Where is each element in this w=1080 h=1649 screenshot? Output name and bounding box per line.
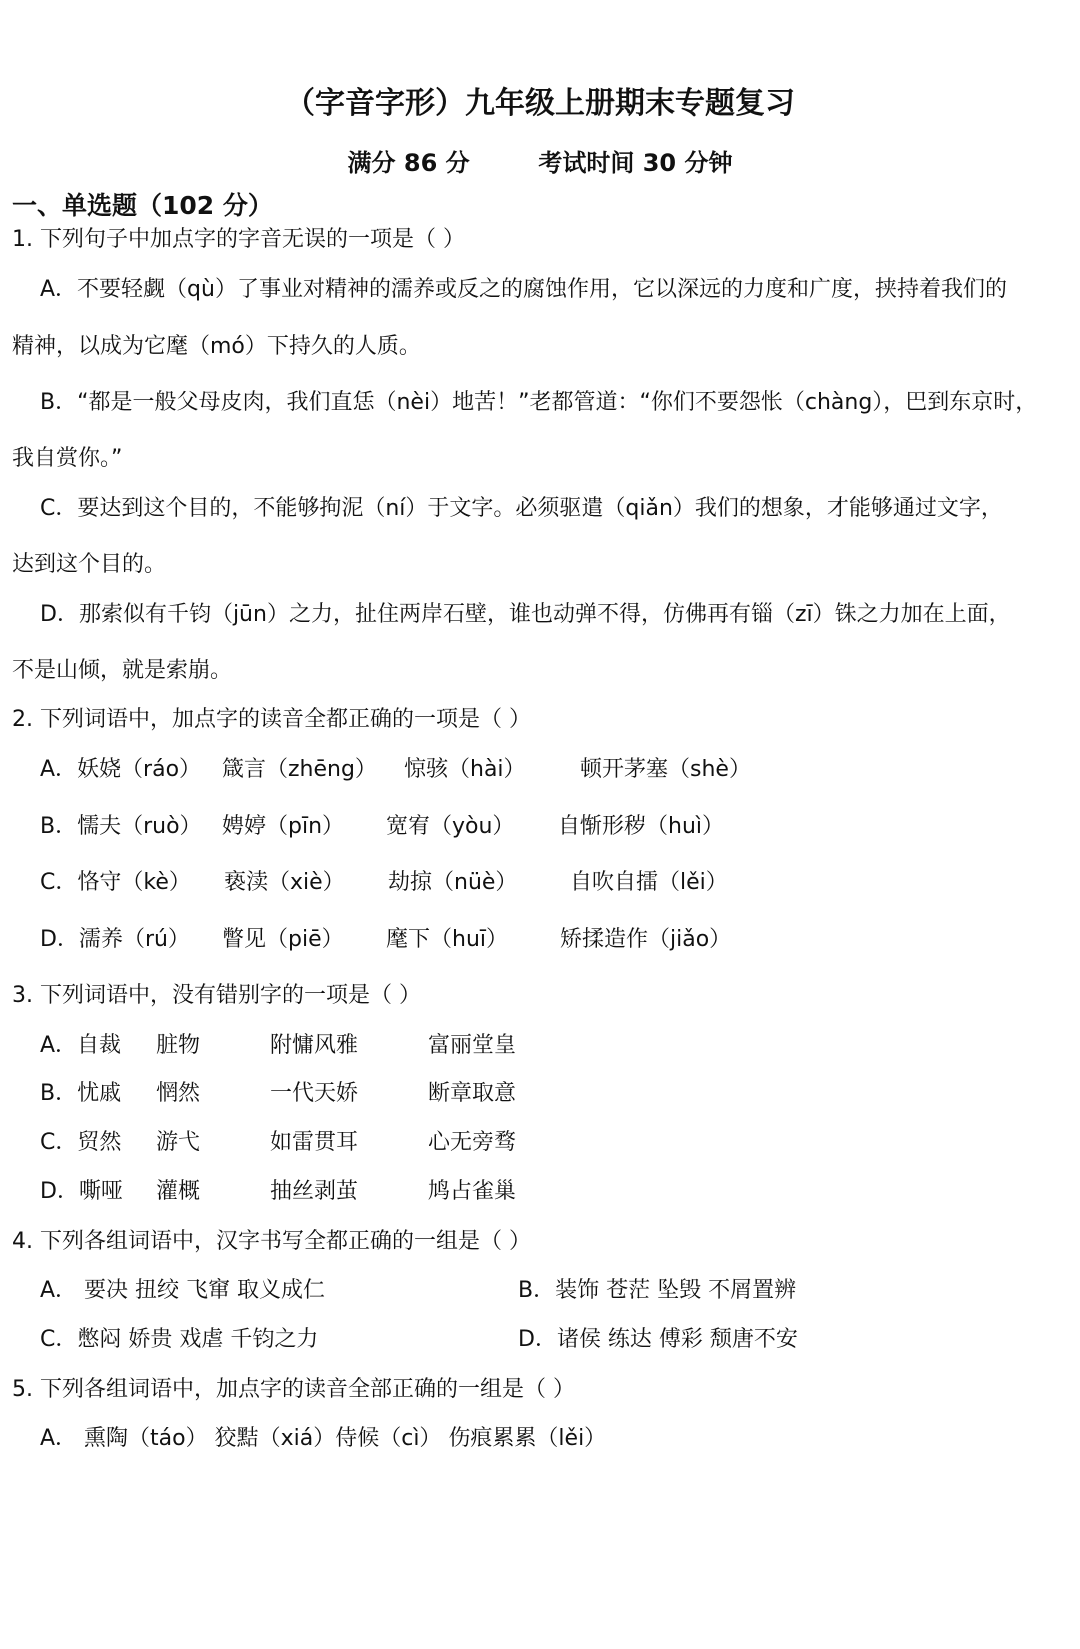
- q3-d-4: 鸠占雀巢: [428, 1179, 517, 1204]
- q1-option-b: B．“都是一般父母皮肉，我们直恁（nèi）地苦！”老都管道：“你们不要怨怅（chàng），巴到东京时，: [40, 390, 1038, 415]
- q3-c-1: C．贸然: [40, 1130, 122, 1155]
- q2-d-2: 瞥见（piē）: [222, 927, 344, 952]
- q1-option-c: C．要达到这个目的，不能够拘泥（ní）于文字。必须驱遣（qiǎn）我们的想象，才能够通过文字，: [40, 496, 1003, 521]
- exam-time: 考试时间 30 分钟: [538, 149, 733, 177]
- q1-option-a-cont: 精神，以成为它麾（mó）下持久的人质。: [12, 334, 421, 359]
- q4-option-a: A． 要决 扭绞 飞窜 取义成仁: [40, 1278, 326, 1303]
- q3-b-4: 断章取意: [428, 1081, 517, 1106]
- q2-a-1: A．妖娆（ráo）: [40, 757, 202, 782]
- full-score: 满分 86 分: [347, 149, 470, 177]
- question-1-stem: 1. 下列句子中加点字的字音无误的一项是（ ）: [12, 227, 465, 252]
- q2-d-3: 麾下（huī）: [386, 927, 508, 952]
- q1-option-b-cont: 我自赏你。”: [12, 446, 123, 471]
- q2-d-1: D．濡养（rú）: [40, 927, 190, 952]
- question-2-stem: 2. 下列词语中，加点字的读音全都正确的一项是（ ）: [12, 707, 531, 732]
- q3-c-4: 心无旁骛: [428, 1130, 517, 1155]
- q2-b-3: 宽宥（yòu）: [386, 814, 515, 839]
- q3-a-1: A．自裁: [40, 1033, 122, 1058]
- q2-c-3: 劫掠（nüè）: [388, 870, 518, 895]
- q3-b-2: 惘然: [156, 1081, 201, 1106]
- q2-c-4: 自吹自擂（lěi）: [570, 870, 728, 895]
- q2-b-2: 娉婷（pīn）: [222, 814, 345, 839]
- q2-a-2: 箴言（zhēng）: [222, 757, 377, 782]
- q2-a-3: 惊骇（hài）: [404, 757, 526, 782]
- q3-c-2: 游弋: [156, 1130, 201, 1155]
- page-title: （字音字形）九年级上册期末专题复习: [285, 86, 795, 121]
- section-heading: 一、单选题（102 分）: [12, 191, 273, 220]
- q2-c-1: C．恪守（kè）: [40, 870, 191, 895]
- q3-d-1: D．嘶哑: [40, 1179, 123, 1204]
- q3-a-2: 脏物: [156, 1033, 201, 1058]
- q3-d-2: 灌概: [156, 1179, 201, 1204]
- exam-info: [0, 143, 1080, 178]
- question-3-stem: 3. 下列词语中，没有错别字的一项是（ ）: [12, 983, 421, 1008]
- q1-option-d: D．那索似有千钧（jūn）之力，扯住两岸石壁，谁也动弹不得，仿佛再有锱（zī）铢之力加在上面，: [40, 602, 1011, 627]
- q3-a-4: 富丽堂皇: [428, 1033, 517, 1058]
- q1-option-d-cont: 不是山倾，就是索崩。: [12, 658, 233, 683]
- q1-option-a: A．不要轻觑（qù）了事业对精神的濡养或反之的腐蚀作用，它以深远的力度和广度，挟持着我们的: [40, 277, 1007, 302]
- q5-option-a: A． 熏陶（táo） 狡黠（xiá）侍候（cì） 伤痕累累（lěi）: [40, 1426, 607, 1451]
- q2-d-4: 矫揉造作（jiǎo）: [560, 927, 732, 952]
- question-4-stem: 4. 下列各组词语中，汉字书写全都正确的一组是（ ）: [12, 1229, 531, 1254]
- q3-a-3: 附慵风雅: [270, 1033, 359, 1058]
- q4-option-c: C．憋闷 娇贵 戏虐 千钧之力: [40, 1327, 319, 1352]
- q2-b-4: 自惭形秽（huì）: [558, 814, 724, 839]
- q3-d-3: 抽丝剥茧: [270, 1179, 359, 1204]
- q1-option-c-cont: 达到这个目的。: [12, 552, 167, 577]
- q3-c-3: 如雷贯耳: [270, 1130, 359, 1155]
- question-5-stem: 5. 下列各组词语中，加点字的读音全部正确的一组是（ ）: [12, 1377, 575, 1402]
- q2-a-4: 顿开茅塞（shè）: [580, 757, 751, 782]
- q3-b-3: 一代天娇: [270, 1081, 359, 1106]
- q4-option-d: D．诸侯 练达 傅彩 颓唐不安: [518, 1327, 798, 1352]
- q4-option-b: B．装饰 苍茫 坠毁 不屑置辨: [518, 1278, 797, 1303]
- q2-c-2: 亵渎（xiè）: [224, 870, 345, 895]
- q2-b-1: B．懦夫（ruò）: [40, 814, 202, 839]
- q3-b-1: B．忧戚: [40, 1081, 122, 1106]
